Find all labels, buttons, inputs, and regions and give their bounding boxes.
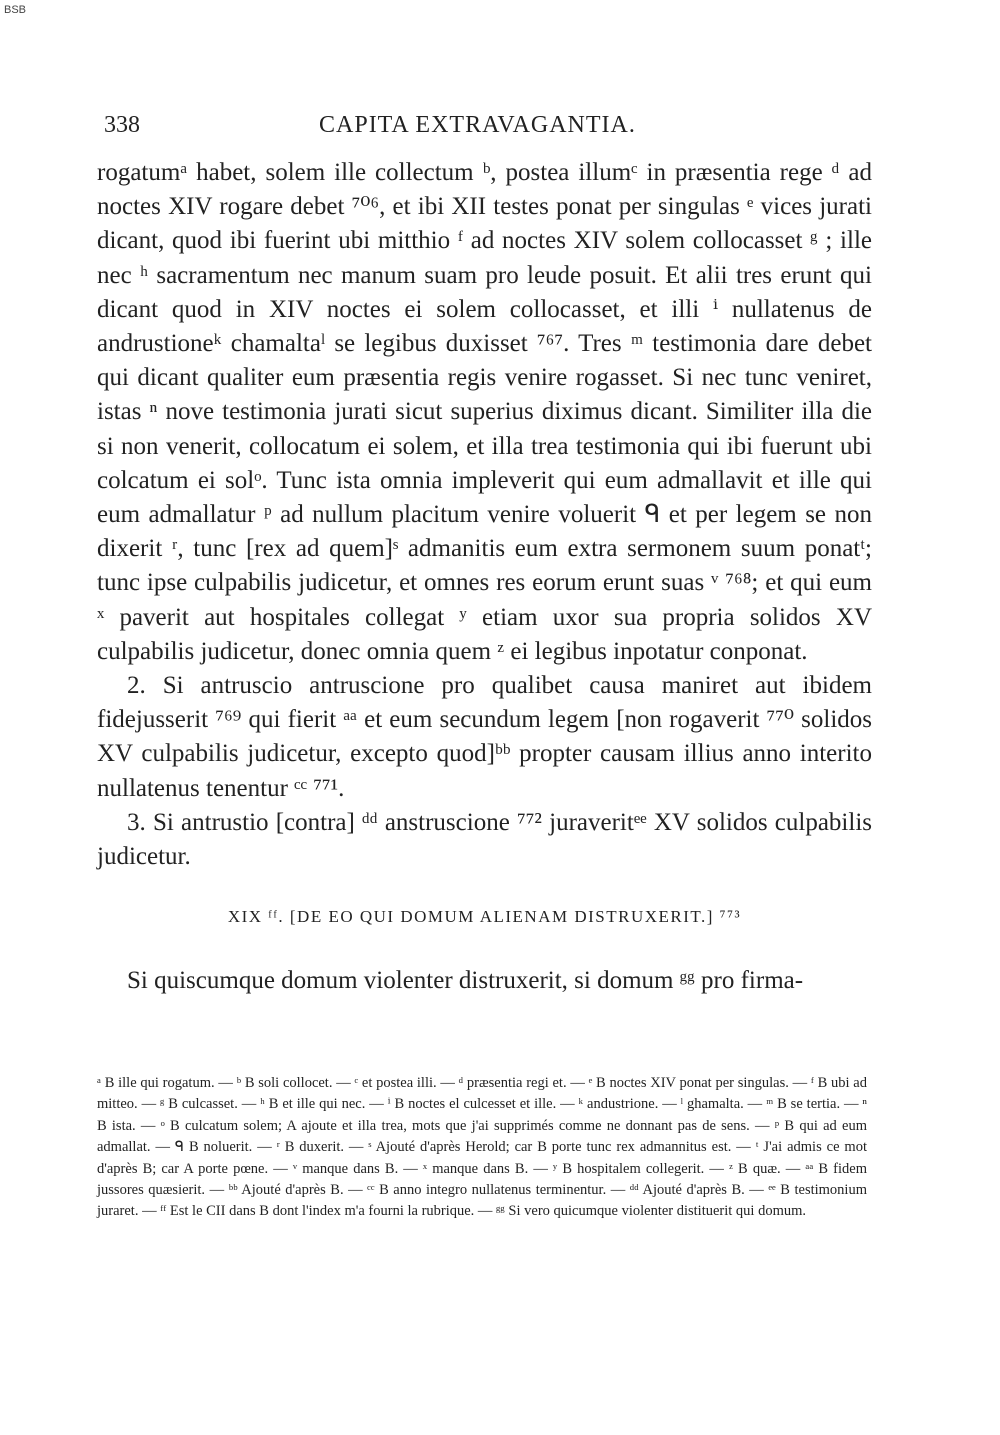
running-title: CAPITA EXTRAVAGANTIA. bbox=[319, 112, 636, 138]
footnotes bbox=[97, 1073, 867, 1223]
paragraph: 3. Si antrustio [contra] ᵈᵈ anstruscione ⁷⁷² juraveritᵉᵉ XV solidos culpabilis judicetur. bbox=[97, 808, 872, 871]
section-heading: XIX ᶠᶠ. [DE EO QUI DOMUM ALIENAM DISTRUXERIT.] ⁷⁷³ bbox=[227, 907, 742, 927]
main-text bbox=[97, 156, 872, 999]
paragraph: 2. Si antruscio antruscione pro qualibet causa maniret aut ibidem fidejusserit ⁷⁶⁹ qui fierit ᵃᵃ et eum secundum legem [non rogaverit ⁷⁷⁰ solidos XV culpabilis judicetur, excepto quod]ᵇᵇ propter causam illius anno interito nullatenus tenentur ᶜᶜ ⁷⁷¹. bbox=[97, 672, 872, 802]
page-number: 338 bbox=[104, 112, 140, 138]
paragraph: rogatumᵃ habet, solem ille collectum ᵇ, postea illumᶜ in præsentia rege ᵈ ad noctes XIV rogare debet ⁷⁰⁶, et ibi XII testes ponat per singulas ᵉ vices jurati dicant, quod ibi fuerint ubi mitthio ᶠ ad noctes XIV solem collocasset ᵍ ; ille nec ʰ sacramentum nec manum suam pro leude posuit. Et alii tres erunt qui dicant quod in XIV noctes ei solem collocasset, et illi ⁱ nullatenus de andrustioneᵏ chamaltaˡ se legibus duxisset ⁷⁶⁷. Tres ᵐ testimonia dare debet qui dicant qualiter eum præsentia regis venire rogasset. Si nec tunc veniret, istas ⁿ nove testimonia jurati sicut superius diximus dicant. Similiter illa die si non venerit, collocatum ei solem, et illa trea testimonia qui ibi fuerunt ubi colcatum ei solᵒ. Tunc ista omnia impleverit qui eum admallavit et ille qui eum admallatur ᵖ ad nullum placitum venire voluerit ᑫ et per legem se non dixerit ʳ, tunc [rex ad quem]ˢ admanitis eum extra sermonem suum ponatᵗ; tunc ipse culpabilis judicetur, et omnes res eorum erunt suas ᵛ ⁷⁶⁸; et qui eum ˣ paverit aut hospitales collegat ʸ etiam uxor sua propria solidos XV culpabilis judicetur, donec omnia quem ᶻ ei legibus inpotatur conponat. bbox=[97, 159, 872, 665]
page-header bbox=[104, 112, 864, 152]
footnote-text: ᵃ B ille qui rogatum. — ᵇ B soli collocet. — ᶜ et postea illi. — ᵈ præsentia regi et. — ᵉ B noctes XIV ponat per singulas. — ᶠ B ubi ad mitteo. — ᵍ B culcasset. — ʰ B et ille qui nec. — ⁱ B noctes el culcesset et ille. — ᵏ andustrione. — ˡ ghamalta. — ᵐ B se tertia. — ⁿ B ista. — ᵒ B culcatum solem; A ajoute et illa trea, mots que j'ai supprimés comme ne donnant pas de sens. — ᵖ B qui ad eum admallat. — ᑫ B noluerit. — ʳ B duxerit. — ˢ Ajouté d'après Herold; car B porte tunc rex admannitus est. — ᵗ J'ai admis ce mot d'après B; car A porte pœne. — ᵛ manque dans B. — ˣ manque dans B. — ʸ B hospitalem collegerit. — ᶻ B quæ. — ᵃᵃ B fidem jussores quæsierit. — ᵇᵇ Ajouté d'après B. — ᶜᶜ B anno integro nullatenus terminentur. — ᵈᵈ Ajouté d'après B. — ᵉᵉ B testimonium juraret. — ᶠᶠ Est le CII dans B dont l'index m'a fourni la rubrique. — ᵍᵍ Si vero quicumque violenter distituerit qui domum. bbox=[97, 1075, 867, 1220]
library-mark: BSB bbox=[4, 4, 27, 16]
paragraph: Si quiscumque domum violenter distruxerit, si domum ᵍᵍ pro firma- bbox=[127, 967, 804, 995]
